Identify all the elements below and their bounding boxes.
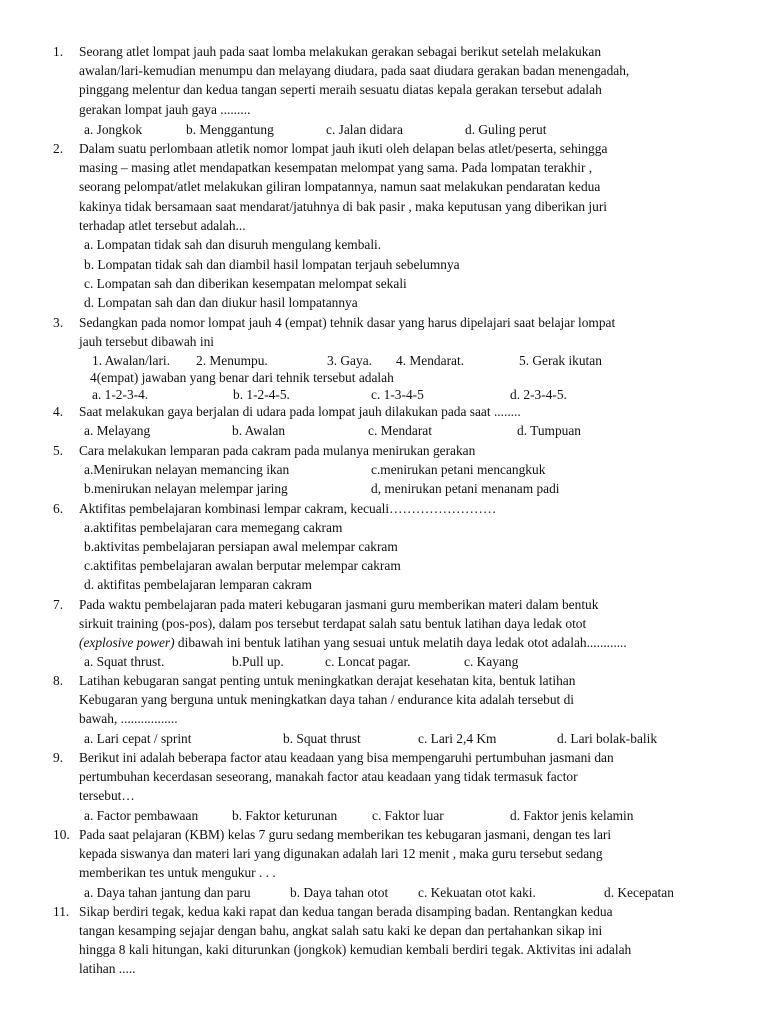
option-c: c.menirukan petani mencangkuk: [371, 462, 546, 477]
italic-term: (explosive power): [79, 635, 175, 650]
step-item: 2. Menumpu.: [196, 353, 268, 368]
option-b: b.Pull up.: [232, 654, 284, 669]
option-c: c. Lari 2,4 Km: [418, 731, 497, 746]
question-text-line: kepada siswanya dan materi lari yang digunakan adalah lari 12 menit , maka guru tersebut sedang: [79, 846, 603, 861]
option-c: c. Lompatan sah dan diberikan kesempatan melompat sekali: [84, 276, 407, 291]
question-text-line: Sedangkan pada nomor lompat jauh 4 (empat) tehnik dasar yang harus dipelajari saat belajar lompat: [79, 315, 616, 330]
question-number: 3.: [53, 315, 64, 330]
step-item: 4. Mendarat.: [396, 353, 465, 368]
question-number: 10.: [53, 827, 70, 842]
question-text-line: tersebut…: [79, 788, 135, 803]
option-a: a.aktifitas pembelajaran cara memegang cakram: [84, 520, 343, 535]
question-number: 1.: [53, 44, 64, 59]
question-number: 7.: [53, 597, 64, 612]
question-text-line: bawah, .................: [79, 711, 178, 726]
question-text-line: masing – masing atlet mendapatkan kesempatan melompat yang sama. Pada lompatan terakhir ,: [79, 160, 593, 175]
question-text-line: memberikan tes untuk mengukur . . .: [79, 865, 276, 880]
option-d: d. Faktor jenis kelamin: [510, 808, 634, 823]
option-b: b. Awalan: [232, 423, 286, 438]
question-text-line: Berikut ini adalah beberapa factor atau keadaan yang bisa mempengaruhi pertumbuhan jasmani dan: [79, 750, 614, 765]
question-text-line: Dalam suatu perlombaan atletik nomor lompat jauh ikuti oleh delapan belas atlet/peserta, sehingga: [79, 141, 608, 156]
question-number: 11.: [53, 904, 70, 919]
option-a: a. Jongkok: [84, 122, 143, 137]
question-text-line: Pada saat pelajaran (KBM) kelas 7 guru sedang memberikan tes kebugaran jasmani, dengan tes lari: [79, 827, 612, 842]
question-text-line: pinggang melentur dan kedua tangan seperti meraih sesuatu diatas kepala gerakan tersebut adalah: [79, 82, 602, 97]
question-text-line: Cara melakukan lemparan pada cakram pada mulanya menirukan gerakan: [79, 443, 476, 458]
question-text-line: hingga 8 kali hitungan, kaki diturunkan (jongkok) kemudian kembali berdiri tegak. Aktivitas ini adalah: [79, 942, 632, 957]
option-d: d. Kecepatan: [604, 885, 674, 900]
option-a: a. Daya tahan jantung dan paru: [84, 885, 251, 900]
question-number: 9.: [53, 750, 64, 765]
question-text-line: Seorang atlet lompat jauh pada saat lomba melakukan gerakan sebagai berikut setelah melakukan: [79, 44, 602, 59]
question-text-line: sirkuit training (pos-pos), dalam pos tersebut terdapat salah satu bentuk latihan daya ledak otot: [79, 616, 587, 631]
question-text-line: Latihan kebugaran sangat penting untuk meningkatkan derajat kesehatan kita, bentuk latihan: [79, 673, 576, 688]
question-text-line: kakinya tidak bersamaan saat mendarat/jatuhnya di bak pasir , maka keputusan yang diberikan juri: [79, 199, 608, 214]
option-b: b. Daya tahan otot: [290, 885, 389, 900]
question-number: 4.: [53, 404, 64, 419]
question-text-rest: dibawah ini bentuk latihan yang sesuai untuk melatih daya ledak otot adalah............: [174, 635, 627, 650]
option-a: a.Menirukan nelayan memancing ikan: [84, 462, 290, 477]
question-text-line: Aktifitas pembelajaran kombinasi lempar cakram, kecuali……………………: [79, 501, 497, 516]
option-b: b. Lompatan tidak sah dan diambil hasil lompatan terjauh sebelumnya: [84, 257, 460, 272]
option-c: c. 1-3-4-5: [371, 387, 424, 402]
option-b: b. 1-2-4-5.: [233, 387, 290, 402]
question-number: 2.: [53, 141, 64, 156]
question-text-line: awalan/lari-kemudian menumpu dan melayang diudara, pada saat diudara gerakan badan menengadah,: [79, 63, 630, 78]
question-text-line: terhadap atlet tersebut adalah...: [79, 218, 246, 233]
option-d: d. Tumpuan: [517, 423, 581, 438]
option-d: d, menirukan petani menanam padi: [371, 481, 560, 496]
question-text-line: Sikap berdiri tegak, kedua kaki rapat dan kedua tangan berada disamping badan. Rentangkan kedua: [79, 904, 613, 919]
question-text-line: latihan .....: [79, 961, 136, 976]
option-c: c. Kekuatan otot kaki.: [418, 885, 536, 900]
question-text-line: pertumbuhan kecerdasan seseorang, manakah factor atau keadaan yang tidak termasuk factor: [79, 769, 578, 784]
step-item: 1. Awalan/lari.: [92, 353, 170, 368]
option-b: b.menirukan nelayan melempar jaring: [84, 481, 288, 496]
option-d: d. Lompatan sah dan dan diukur hasil lompatannya: [84, 295, 358, 310]
question-text-line: gerakan lompat jauh gaya .........: [79, 102, 251, 117]
option-d: d. Lari bolak-balik: [557, 731, 658, 746]
option-c: c.aktifitas pembelajaran awalan berputar melempar cakram: [84, 558, 401, 573]
option-d: c. Kayang: [464, 654, 519, 669]
option-a: a. Factor pembawaan: [84, 808, 199, 823]
option-a: a. Melayang: [84, 423, 151, 438]
question-text-line: tangan kesamping sejajar dengan bahu, angkat salah satu kaki ke depan dan pertahankan sikap ini: [79, 923, 603, 938]
option-d: d. aktifitas pembelajaran lemparan cakram: [84, 577, 312, 592]
option-a: a. Squat thrust.: [84, 654, 165, 669]
question-text-line: seorang pelompat/atlet melakukan giliran lompatannya, namun saat melakukan pendaratan kedua: [79, 179, 601, 194]
option-a: a. Lari cepat / sprint: [84, 731, 192, 746]
question-text-line: Kebugaran yang berguna untuk meningkatkan daya tahan / endurance kita adalah tersebut di: [79, 692, 575, 707]
option-c: c. Mendarat: [368, 423, 432, 438]
option-a: a. Lompatan tidak sah dan disuruh mengulang kembali.: [84, 237, 382, 252]
step-item: 5. Gerak ikutan: [519, 353, 602, 368]
option-b: b. Squat thrust: [283, 731, 361, 746]
option-b: b.aktivitas pembelajaran persiapan awal melempar cakram: [84, 539, 398, 554]
question-text-line: Saat melakukan gaya berjalan di udara pada lompat jauh dilakukan pada saat ........: [79, 404, 521, 419]
option-a: a. 1-2-3-4.: [92, 387, 149, 402]
option-d: d. Guling perut: [465, 122, 547, 137]
question-number: 8.: [53, 673, 64, 688]
option-c: c. Loncat pagar.: [325, 654, 411, 669]
question-text-line: [79, 635, 627, 651]
option-d: d. 2-3-4-5.: [510, 387, 567, 402]
option-c: c. Jalan didara: [326, 122, 403, 137]
question-text-line: Pada waktu pembelajaran pada materi kebugaran jasmani guru memberikan materi dalam bentuk: [79, 597, 599, 612]
question-number: 6.: [53, 501, 64, 516]
step-item: 3. Gaya.: [327, 353, 372, 368]
option-b: b. Menggantung: [186, 122, 274, 137]
option-c: c. Faktor luar: [372, 808, 444, 823]
question-number: 5.: [53, 443, 64, 458]
question-note: 4(empat) jawaban yang benar dari tehnik tersebut adalah: [90, 370, 394, 385]
option-b: b. Faktor keturunan: [232, 808, 338, 823]
question-text-line: jauh tersebut dibawah ini: [79, 334, 214, 349]
